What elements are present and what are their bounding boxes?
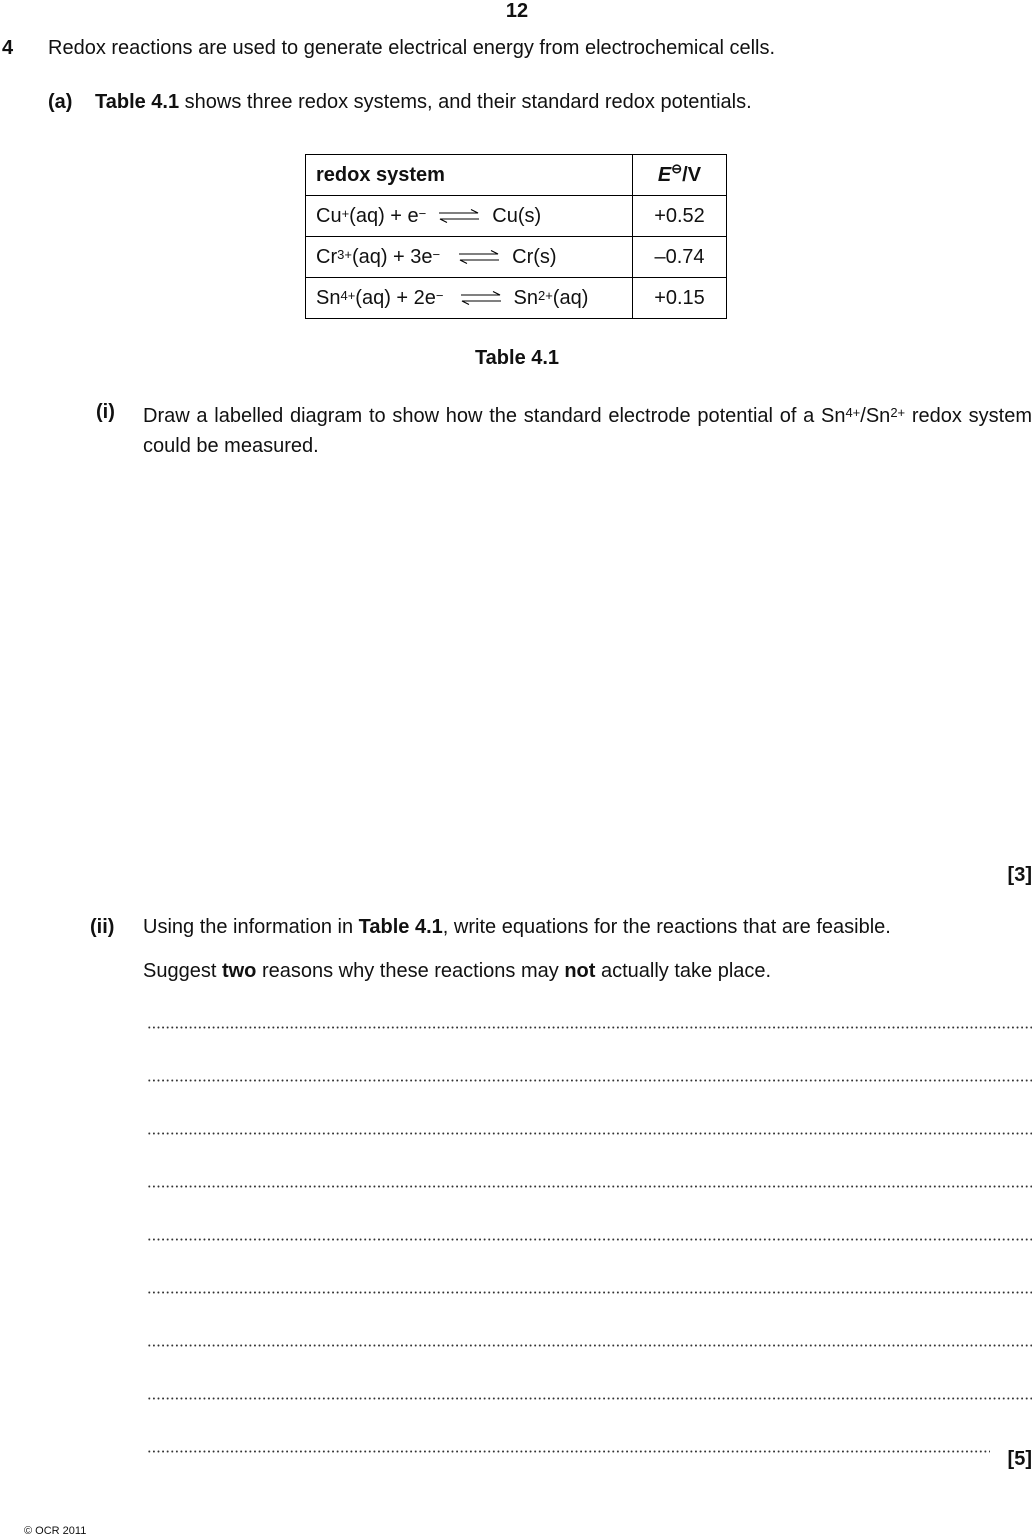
species: (aq) + 3e [351,245,433,268]
charge: 2+ [890,405,906,420]
emphasis: not [564,960,596,982]
equilibrium-arrows-icon [438,209,480,223]
redox-system-cell [306,237,633,278]
potential-cell: –0.74 [633,237,727,278]
product: Cr(s) [512,245,557,268]
redox-system-cell [306,278,633,319]
equilibrium-arrows-icon [460,291,502,305]
species: Cr [316,245,338,268]
redox-system-cell [306,196,633,237]
answer-line[interactable] [147,1079,1032,1082]
text-fragment: , write equations for the reactions that are feasible. [442,916,891,938]
question-number: 4 [2,37,14,59]
marks-part-i: [3] [1007,864,1032,886]
emphasis: two [221,960,257,982]
part-i-label: (i) [96,401,115,423]
table-row [306,196,727,237]
charge: 4+ [340,287,356,303]
part-i-text [143,401,1032,461]
part-a-description: shows three redox systems, and their standard redox potentials. [179,91,752,113]
product: Sn [513,286,538,309]
answer-line[interactable] [147,1344,1032,1347]
copyright-footer: © OCR 2011 [24,1525,87,1537]
table-header-row [306,155,727,196]
potential-symbol: E [657,163,672,186]
answer-line[interactable] [147,1185,1032,1188]
charge: 3+ [337,246,352,262]
table-row [306,278,727,319]
standard-symbol: ⊖ [671,160,683,176]
potential-cell: +0.52 [633,196,727,237]
part-a-text [95,91,752,114]
text-fragment: Using the information in [143,916,359,938]
charge: − [432,246,441,262]
species: (aq) + 2e [355,286,436,309]
answer-line[interactable] [147,1450,990,1453]
diagram-answer-area[interactable] [143,470,1032,850]
answer-line[interactable] [147,1132,1032,1135]
species: (aq) + e [349,204,419,227]
product: Cu(s) [492,204,542,227]
part-a-label: (a) [48,91,73,113]
species: Cu [316,204,342,227]
page-number: 12 [505,0,529,22]
table-reference: Table 4.1 [95,91,180,113]
part-ii-label: (ii) [90,916,115,938]
question-intro: Redox reactions are used to generate electrical energy from electrochemical cells. [48,37,776,59]
species: Sn [316,286,341,309]
answer-line[interactable] [147,1291,1032,1294]
charge: 4+ [845,405,861,420]
answer-line[interactable] [147,1026,1032,1029]
table-reference: Table 4.1 [358,916,443,938]
charge: − [435,287,444,303]
text-fragment: reasons why these reactions may [256,960,565,982]
redox-table [305,154,727,319]
equilibrium-arrows-icon [458,250,500,264]
header-potential [633,155,727,196]
marks-part-ii: [5] [1007,1448,1032,1470]
answer-line[interactable] [147,1238,1032,1241]
table-caption: Table 4.1 [474,347,560,369]
potential-unit: /V [682,163,702,186]
header-redox-system: redox system [306,155,633,196]
answer-line[interactable] [147,1397,1032,1400]
charge: + [341,205,350,221]
text-fragment: Suggest [143,960,222,982]
text-fragment: Draw a labelled diagram to show how the standard electrode potential of a Sn [143,405,846,427]
potential-cell: +0.15 [633,278,727,319]
part-ii-text-line2 [143,960,771,983]
text-fragment: actually take place. [595,960,772,982]
part-ii-text-line1 [143,916,891,939]
table-row [306,237,727,278]
charge: 2+ [537,287,553,303]
text-fragment: redox system could be measured. [143,405,1032,457]
product-state: (aq) [552,286,589,309]
text-fragment: /Sn [860,405,891,427]
charge: − [418,205,427,221]
